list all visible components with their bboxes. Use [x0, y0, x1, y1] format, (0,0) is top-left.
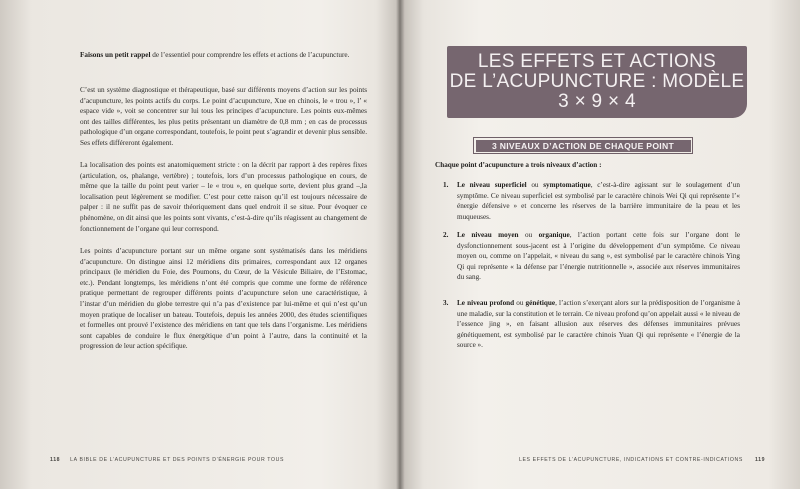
- running-title-left: LA BIBLE DE L’ACUPUNCTURE ET DES POINTS D’ÉNERGIE POUR TOUS: [70, 457, 285, 463]
- item-description: , l’action portant cette fois sur l’organe dont le dysfonctionnement sous-jacent est à l’origine du développement d’un symptôme. Ce niveau moyen ou, comme on l’appelait, « niveau du sang », est symbolisé par le caractère chinois Ying Qi qui représente « la défense par l’énergie nutritionnelle », associée aux réserves immunitaires du sang.: [457, 231, 741, 282]
- page-number-left: 118: [50, 457, 61, 463]
- item-term: Le niveau profond: [457, 299, 515, 307]
- paragraph-intro: [80, 50, 367, 61]
- item-connector: ou: [526, 181, 544, 189]
- section-heading-box: [473, 137, 693, 154]
- item-term: Le niveau moyen: [457, 231, 519, 239]
- folio-right: [519, 457, 765, 463]
- item-description: , c’est-à-dire agissant sur le soulagement d’un symptôme. Ce niveau superficiel est symbolisé par le caractère chinois Wei Qi qui représente l’« énergie défensive » et concerne les réserves de la barrière immunitaire de la peau et les muqueuses.: [457, 181, 740, 221]
- item-text: [457, 180, 740, 222]
- paragraph-localisation: La localisation des points est anatomiquement stricte : on la décrit par rapport à des repères fixes (articulation, os, phalange, vertèbre) ; toutefois, lors d’un processus pathologique en cours, de même que la taille du point peut varier – le « trou », en quelque sorte, devient plus grand –,la localisation peut légèrement se modifier. C’est pour cette raison qu’il est toujours nécessaire de palper : il ne suffit pas de savoir théoriquement dans quel endroit il se situe. Pour évoquer ce phénomène, on dit ainsi que les points sont vivants, c’est-à-dire qu’ils réagissent au changement de fonctionnement de l’organe qui leur correspond.: [80, 161, 367, 233]
- item-term: Le niveau superficiel: [457, 181, 527, 189]
- item-number: 1.: [443, 181, 449, 189]
- intro-rest: de l’essentiel pour comprendre les effets et actions de l’acupuncture.: [150, 51, 350, 59]
- intro-lead-bold: Faisons un petit rappel: [80, 51, 151, 59]
- item-number: 3.: [443, 299, 449, 307]
- levels-lead: Chaque point d’acupuncture a trois niveaux d’action :: [435, 161, 602, 169]
- running-title-right: LES EFFETS DE L’ACUPUNCTURE, INDICATIONS ET CONTRE-INDICATIONS: [519, 457, 743, 463]
- item-number: 2.: [443, 231, 449, 239]
- left-page: [0, 0, 398, 489]
- item-connector: ou: [514, 299, 526, 307]
- page-number-right: 119: [754, 457, 766, 463]
- right-page: [402, 0, 800, 489]
- item-text: [457, 298, 740, 351]
- item-text: [457, 230, 740, 283]
- chapter-title-line1: LES EFFETS ET ACTIONS: [477, 51, 717, 72]
- item-term-alt: génétique: [525, 299, 556, 307]
- folio-left: [50, 457, 284, 463]
- item-connector: ou: [518, 231, 539, 239]
- chapter-title-line2: DE L’ACUPUNCTURE : MODÈLE: [449, 71, 745, 92]
- item-term-alt: symptomatique: [543, 181, 591, 189]
- paragraph-meridiens: Les points d’acupuncture portant sur un même organe sont systématisés dans les méridiens d’acupuncture. On distingue ainsi 12 méridiens dits primaires, correspondant aux 12 organes principaux (le méridien du Foie, des Poumons, du Cœur, de la Vésicule Biliaire, de l’Estomac, etc.). Pendant longtemps, les méridiens n’ont été compris que comme une forme de référence pratique permettant de regrouper différents points d’acupuncture selon une caractéristique, à l’instar d’un méridien du globe terrestre qui n’a pas d’existence par lui-même et qui n’est qu’un moyen pratique de localiser un bateau. Toutefois, depuis les années 2000, des études scientifiques et formelles ont prouvé l’existence des méridiens en tant que tels dans l’organisme. Les méridiens sont capables de conduire le flux énergétique d’un point à l’autre, dans la continuité et la progression de leur action spécifique.: [80, 247, 367, 351]
- chapter-title-banner: [447, 46, 747, 118]
- item-description: , l’action s’exerçant alors sur la prédisposition de l’organisme à une maladie, sur la constitution et le terrain. Ce niveau profond qu’on appelait aussi « le niveau de l’essence jing », en faisant allusion aux réserves des défenses immunitaires prévues génétiquement, est symbolisé par le caractère chinois Yuan Qi qui représente « l’énergie de la source ».: [457, 299, 741, 350]
- section-heading: 3 NIVEAUX D’ACTION DE CHAQUE POINT: [476, 140, 691, 152]
- chapter-title-line3: 3 × 9 × 4: [558, 91, 636, 112]
- item-term-alt: organique: [538, 231, 570, 239]
- paragraph-system: C’est un système diagnostique et thérapeutique, basé sur différents moyens d’action sur les points d’acupuncture, les points actifs du corps. Le point d’acupuncture, Xue en chinois, le « trou », l’ « espace vide », voit se concentrer sur lui tous les principes d’acupuncture. Les points eux-mêmes ont des tailles différentes, les plus petits présentant un diamètre de 0,8 mm ; en cas de processus pathologique d’un organe correspondant, toutefois, le point peut s’agrandir et devenir plus sensible. Ses effets différeront également.: [80, 86, 367, 147]
